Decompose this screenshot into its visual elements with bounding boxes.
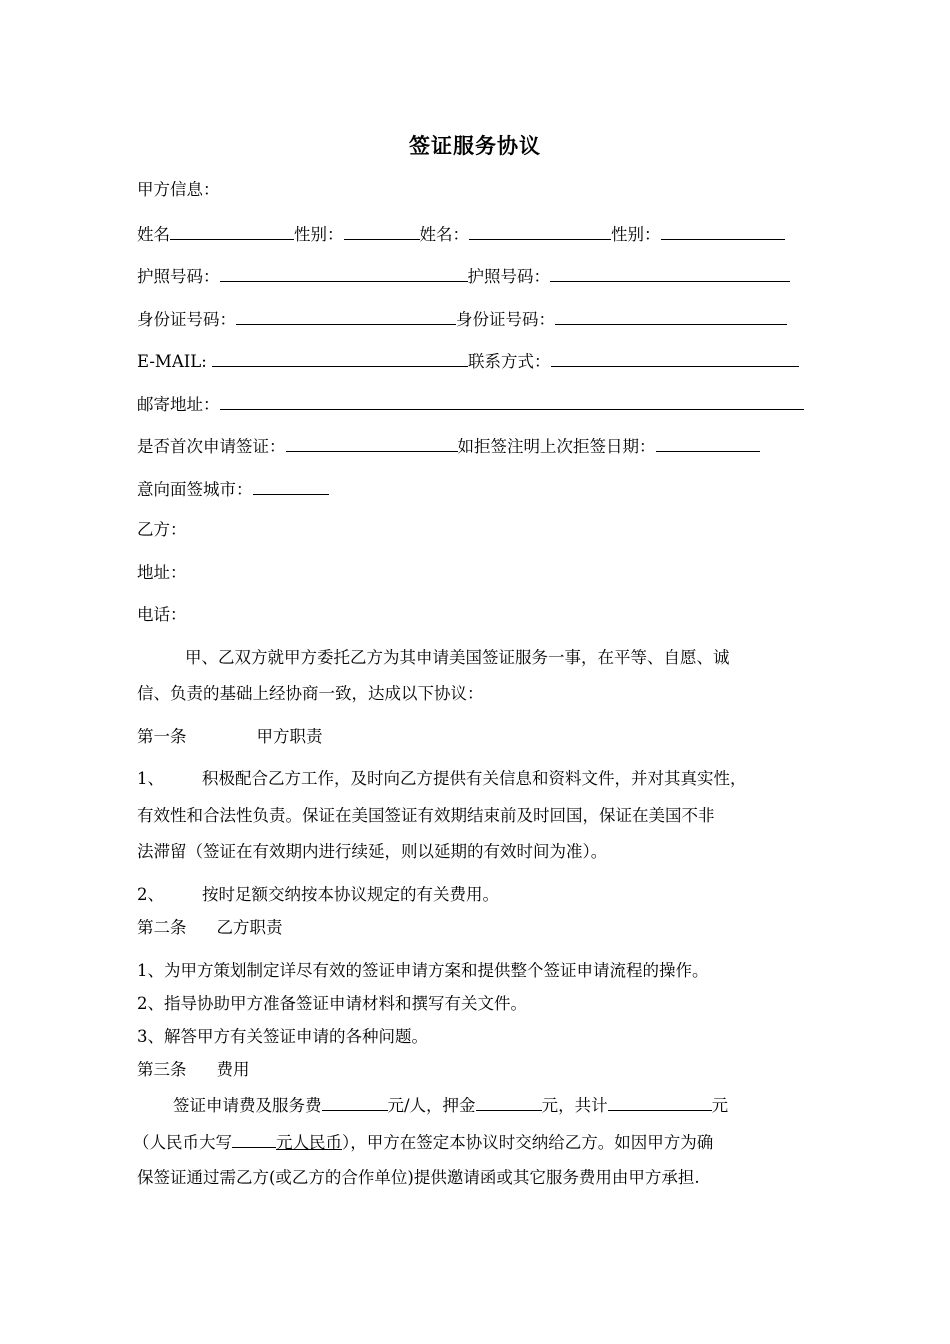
first-apply-field[interactable]: [286, 433, 458, 452]
id-label-2: 身份证号码：: [456, 310, 555, 329]
article-1-item-1-line-2: 有效性和合法性负责。保证在美国签证有效期结束前及时回国，保证在美国不非: [137, 806, 715, 825]
gender-field[interactable]: [344, 221, 420, 240]
rmb-amount-field[interactable]: [232, 1129, 276, 1148]
article-1-item-1-line-1: [137, 767, 817, 791]
refusal-label: 如拒签注明上次拒签日期：: [457, 437, 656, 456]
article-1-title: 甲方职责: [256, 727, 323, 746]
passport-label: 护照号码：: [137, 267, 220, 286]
address-row: [137, 391, 817, 417]
refusal-date-field[interactable]: [656, 433, 760, 452]
first-apply-label: 是否首次申请签证：: [137, 437, 286, 456]
passport-row: [137, 263, 817, 289]
city-row: [137, 476, 817, 502]
contact-field[interactable]: [551, 348, 799, 367]
fee-line: [137, 1092, 817, 1118]
article-2-number: 第二条: [137, 918, 187, 937]
city-label: 意向面签城市：: [137, 480, 253, 499]
total-unit: 元: [711, 1096, 729, 1115]
intro-line-1: 甲、乙双方就甲方委托乙方为其申请美国签证服务一事，在平等、自愿、诚: [185, 648, 730, 667]
city-field[interactable]: [253, 476, 329, 495]
article-1-item-2: [137, 883, 817, 907]
gender-label-2: 性别：: [611, 225, 661, 244]
rmb-label: （人民币大写: [133, 1133, 232, 1152]
article-3-title: 费用: [216, 1060, 250, 1079]
party-a-header: 甲方信息：: [137, 180, 220, 199]
service-fee-field[interactable]: [322, 1092, 388, 1111]
article-2-heading: [137, 916, 817, 940]
name-field[interactable]: [170, 221, 294, 240]
party-b-phone: 电话：: [137, 605, 187, 624]
article-2-item-1: 1、为甲方策划制定详尽有效的签证申请方案和提供整个签证申请流程的操作。: [137, 961, 709, 980]
name-label-2: 姓名：: [419, 225, 469, 244]
article-2-item-3: 3、解答甲方有关签证申请的各种问题。: [137, 1027, 428, 1046]
gender-label: 性别：: [294, 225, 344, 244]
party-b-header: 乙方：: [137, 520, 187, 539]
passport-field[interactable]: [220, 263, 468, 282]
id-field-2[interactable]: [555, 306, 787, 325]
article-2-item-2: 2、指导协助甲方准备签证申请材料和撰写有关文件。: [137, 994, 527, 1013]
email-label: E-MAIL:: [137, 352, 207, 371]
id-row: [137, 306, 817, 332]
article-1-heading: [137, 725, 817, 749]
deposit-field[interactable]: [476, 1092, 542, 1111]
name-gender-row: [137, 221, 817, 247]
name-label: 姓名: [137, 225, 170, 244]
article-3-heading: [137, 1058, 817, 1082]
address-label: 邮寄地址：: [137, 395, 220, 414]
contact-label: 联系方式：: [468, 352, 551, 371]
email-row: [137, 348, 817, 374]
email-field[interactable]: [212, 348, 468, 367]
name-field-2[interactable]: [469, 221, 611, 240]
rmb-text: ），甲方在签定本协议时交纳给乙方。如因甲方为确: [342, 1133, 714, 1152]
fee-label: 签证申请费及服务费: [173, 1096, 322, 1115]
address-field[interactable]: [220, 391, 804, 410]
article-1-item-2-number: 2、: [137, 885, 164, 904]
total-label: 元，共计: [541, 1096, 608, 1115]
article-1-item-1-text: 积极配合乙方工作，及时向乙方提供有关信息和资料文件，并对其真实性，: [202, 769, 747, 788]
passport-field-2[interactable]: [550, 263, 790, 282]
id-field[interactable]: [236, 306, 456, 325]
gender-field-2[interactable]: [661, 221, 785, 240]
article-1-number: 第一条: [137, 727, 187, 746]
deposit-label: 元/人，押金: [387, 1096, 476, 1115]
party-b-address: 地址：: [137, 563, 187, 582]
first-apply-row: [137, 433, 817, 459]
total-field[interactable]: [608, 1092, 712, 1111]
article-1-item-1-number: 1、: [137, 769, 164, 788]
rmb-unit: 元人民币: [276, 1133, 342, 1152]
intro-line-2: 信、负责的基础上经协商一致，达成以下协议：: [137, 684, 484, 703]
id-label: 身份证号码：: [137, 310, 236, 329]
article-1-item-2-text: 按时足额交纳按本协议规定的有关费用。: [202, 885, 499, 904]
passport-label-2: 护照号码：: [467, 267, 550, 286]
article-2-title: 乙方职责: [216, 918, 283, 937]
fee-last-line: 保签证通过需乙方(或乙方的合作单位)提供邀请函或其它服务费用由甲方承担.: [137, 1168, 700, 1187]
article-3-number: 第三条: [137, 1060, 187, 1079]
article-1-item-1-line-3: 法滞留（签证在有效期内进行续延，则以延期的有效时间为准）。: [137, 842, 608, 861]
document-title: 签证服务协议: [409, 133, 541, 158]
rmb-line: [133, 1129, 813, 1155]
